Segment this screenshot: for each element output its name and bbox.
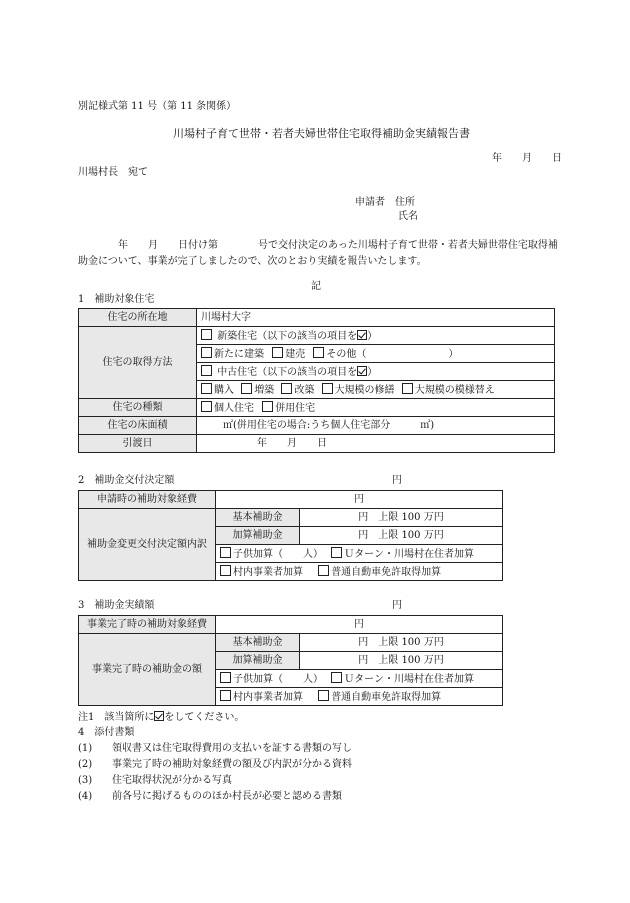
attachment-no: (2) xyxy=(78,759,93,770)
new-build-close: ） xyxy=(367,330,378,342)
used-house-close: ） xyxy=(367,366,378,378)
combined-house-checkbox[interactable] xyxy=(262,401,273,412)
renovation-checkbox[interactable] xyxy=(281,383,292,394)
used-house-checkbox[interactable] xyxy=(201,365,212,376)
report-date: 年 月 日 xyxy=(492,153,562,164)
ki-heading: 記 xyxy=(311,281,321,292)
attachment-text: 領収書又は住宅取得費用の支払いを証する書類の写し xyxy=(112,743,352,754)
house-type-row xyxy=(197,399,555,417)
s2-cost-value[interactable]: 円 xyxy=(216,491,503,509)
attachment-item xyxy=(78,743,352,755)
s3-basic-label: 基本補助金 xyxy=(216,634,300,652)
note-1 xyxy=(78,711,244,724)
other-label: その他（ xyxy=(326,348,367,360)
house-type-label: 住宅の種類 xyxy=(79,399,197,417)
major-remodel-checkbox[interactable] xyxy=(402,383,413,394)
floor-area-value[interactable]: ㎡(併用住宅の場合:うち個人住宅部分 ㎡) xyxy=(197,417,555,435)
check-mark-icon xyxy=(154,711,164,721)
s2-license-checkbox[interactable] xyxy=(318,565,329,576)
combined-house-label: 併用住宅 xyxy=(275,402,316,414)
s3-uturn-checkbox[interactable] xyxy=(331,672,342,683)
personal-house-label: 個人住宅 xyxy=(214,402,254,414)
attachment-item xyxy=(78,775,232,787)
addressee: 川場村長 宛て xyxy=(78,167,148,178)
extension-label: 増築 xyxy=(254,384,275,396)
attachment-no: (1) xyxy=(78,743,93,754)
s3-child-label: 子供加算（ 人） xyxy=(233,673,323,685)
section3-table xyxy=(78,615,503,706)
s3-cost-label: 事業完了時の補助対象経費 xyxy=(79,616,216,634)
note-1-post: をしてください。 xyxy=(164,712,245,723)
other-checkbox[interactable] xyxy=(313,347,324,358)
s3-license-checkbox[interactable] xyxy=(318,690,329,701)
acquisition-label: 住宅の取得方法 xyxy=(79,327,197,399)
section2-table xyxy=(78,490,503,581)
location-value[interactable]: 川場村大字 xyxy=(197,309,555,327)
attachment-item xyxy=(78,759,352,771)
other-close: ） xyxy=(448,348,459,360)
section3-title: 3 補助金実績額 xyxy=(78,600,155,611)
s3-uturn-label: Ｕターン・川場村在住者加算 xyxy=(344,673,474,685)
intro-line-1: 年 月 日付け第 号で交付決定のあった川場村子育て世帯・若者夫婦世帯住宅取得補 xyxy=(78,240,558,251)
section3-title-unit: 円 xyxy=(392,600,402,611)
s2-child-label: 子供加算（ 人） xyxy=(233,548,323,560)
s3-addon-row1 xyxy=(216,670,503,688)
location-label: 住宅の所在地 xyxy=(79,309,197,327)
attachment-no: (4) xyxy=(78,791,93,802)
s3-breakdown-label: 事業完了時の補助金の額 xyxy=(79,634,216,706)
section2-title-unit: 円 xyxy=(392,475,402,486)
s3-local-biz-label: 村内事業者加算 xyxy=(233,691,303,703)
applicant-name-label: 氏名 xyxy=(398,211,418,222)
s2-child-checkbox[interactable] xyxy=(220,547,231,558)
section2-title: 2 補助金交付決定額 xyxy=(78,475,175,486)
s3-basic-value[interactable]: 円 上限 100 万円 xyxy=(300,634,503,652)
used-house-options-row xyxy=(197,381,555,399)
new-construct-checkbox[interactable] xyxy=(201,347,212,358)
s2-basic-label: 基本補助金 xyxy=(216,509,300,527)
s2-breakdown-label: 補助金変更交付決定額内訳 xyxy=(79,509,216,581)
delivery-date-label: 引渡日 xyxy=(79,435,197,453)
note-1-pre: 注1 該当箇所に xyxy=(78,712,155,723)
s3-addon-label: 加算補助金 xyxy=(216,652,300,670)
applicant-address-label: 申請者 住所 xyxy=(355,197,415,208)
new-build-options-row xyxy=(197,345,555,363)
s2-addon-row1 xyxy=(216,545,503,563)
extension-checkbox[interactable] xyxy=(241,383,252,394)
s2-uturn-label: Ｕターン・川場村在住者加算 xyxy=(344,548,474,560)
s2-addon-value[interactable]: 円 上限 100 万円 xyxy=(300,527,503,545)
document-title: 川場村子育て世帯・若者夫婦世帯住宅取得補助金実績報告書 xyxy=(173,127,470,140)
s3-addon-value[interactable]: 円 上限 100 万円 xyxy=(300,652,503,670)
s3-license-label: 普通自動車免許取得加算 xyxy=(331,691,442,703)
major-repair-label: 大規模の修繕 xyxy=(334,384,395,396)
s2-uturn-checkbox[interactable] xyxy=(331,547,342,558)
new-build-checkbox[interactable] xyxy=(201,329,212,340)
check-mark-icon xyxy=(357,366,367,376)
new-build-label: 新築住宅（以下の該当の項目を xyxy=(217,330,358,342)
purchase-checkbox[interactable] xyxy=(201,383,212,394)
s3-child-checkbox[interactable] xyxy=(220,672,231,683)
form-number: 別記様式第 11 号（第 11 条関係） xyxy=(78,101,237,112)
s2-license-label: 普通自動車免許取得加算 xyxy=(331,566,442,578)
personal-house-checkbox[interactable] xyxy=(201,401,212,412)
s2-addon-row2 xyxy=(216,563,503,581)
s3-addon-row2 xyxy=(216,688,503,706)
attachment-no: (3) xyxy=(78,775,93,786)
ready-built-label: 建売 xyxy=(285,348,306,360)
attachment-text: 前各号に掲げるもののほか村長が必要と認める書類 xyxy=(112,791,342,802)
s2-cost-label: 申請時の補助対象経費 xyxy=(79,491,216,509)
used-house-label: 中古住宅（以下の該当の項目を xyxy=(217,366,358,378)
renovation-label: 改築 xyxy=(294,384,315,396)
check-mark-icon xyxy=(357,330,367,340)
attachment-text: 事業完了時の補助対象経費の額及び内訳が分かる資料 xyxy=(112,759,352,770)
s3-cost-value[interactable]: 円 xyxy=(216,616,503,634)
s2-addon-label: 加算補助金 xyxy=(216,527,300,545)
new-construct-label: 新たに建築 xyxy=(214,348,264,360)
new-build-row xyxy=(197,327,555,345)
ready-built-checkbox[interactable] xyxy=(272,347,283,358)
section1-title: 1 補助対象住宅 xyxy=(78,294,155,305)
used-house-row xyxy=(197,363,555,381)
s2-basic-value[interactable]: 円 上限 100 万円 xyxy=(300,509,503,527)
s3-local-biz-checkbox[interactable] xyxy=(220,690,231,701)
attachment-text: 住宅取得状況が分かる写真 xyxy=(112,775,232,786)
attachments-title: 4 添付書類 xyxy=(78,727,135,738)
attachment-item xyxy=(78,791,342,803)
section1-table xyxy=(78,308,555,453)
purchase-label: 購入 xyxy=(214,384,234,396)
floor-area-label: 住宅の床面積 xyxy=(79,417,197,435)
major-remodel-label: 大規模の模様替え xyxy=(414,384,495,396)
s2-local-biz-checkbox[interactable] xyxy=(220,565,231,576)
s2-local-biz-label: 村内事業者加算 xyxy=(233,566,303,578)
delivery-date-value[interactable]: 年 月 日 xyxy=(197,435,555,453)
intro-line-2: 助金について、事業が完了しましたので、次のとおり実績を報告いたします。 xyxy=(78,256,427,267)
major-repair-checkbox[interactable] xyxy=(322,383,333,394)
